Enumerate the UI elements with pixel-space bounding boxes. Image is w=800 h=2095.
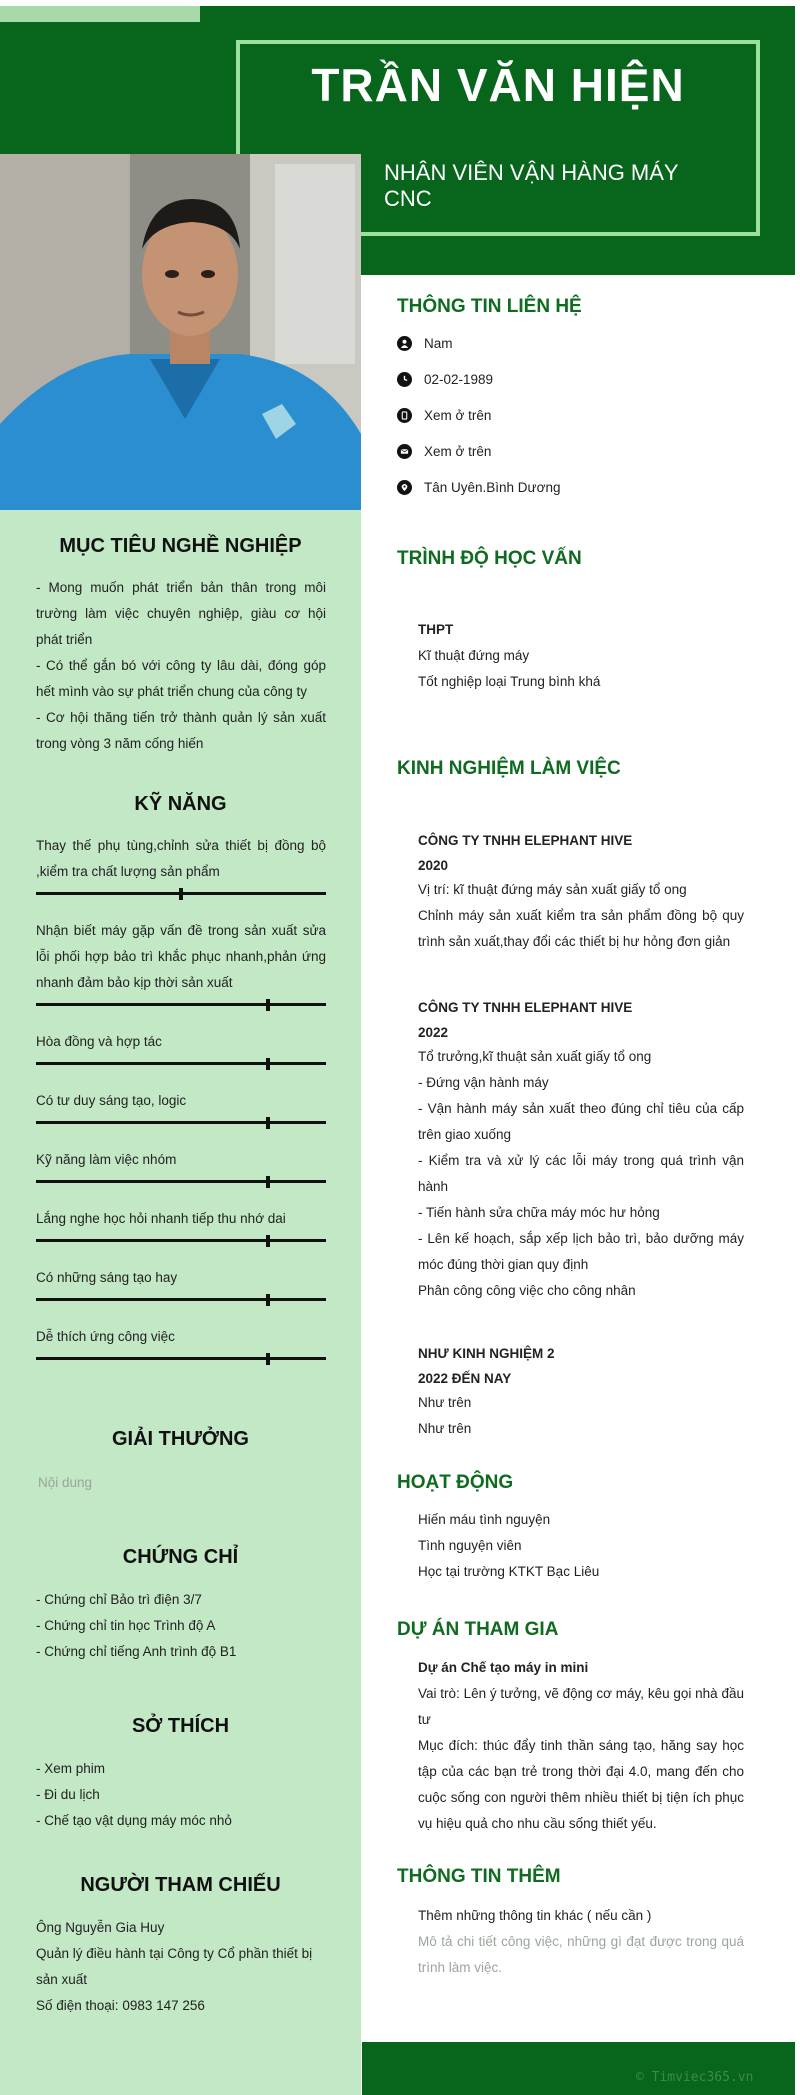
skill-bar xyxy=(36,1062,326,1065)
skill-level-marker xyxy=(266,1117,270,1129)
skills-title: KỸ NĂNG xyxy=(134,793,227,815)
location-icon xyxy=(397,480,412,495)
skill-label: Kỹ năng làm việc nhóm xyxy=(36,1152,177,1167)
skill-bar xyxy=(36,1239,326,1242)
skill-label: Thay thế phụ tùng,chỉnh sửa thiết bị đồng bộ ,kiểm tra chất lượng sản phẩm xyxy=(36,838,326,879)
contact-value: Nam xyxy=(424,335,453,351)
job-company: NHƯ KINH NGHIỆM 2 xyxy=(418,1346,555,1361)
awards-title: GIẢI THƯỞNG xyxy=(112,1428,249,1450)
job-period: 2022 xyxy=(418,1025,449,1040)
education-major: Kĩ thuật đứng máy xyxy=(418,648,530,663)
skill-level-marker xyxy=(266,1235,270,1247)
references-title: NGƯỜI THAM CHIẾU xyxy=(80,1874,281,1896)
skill-bar xyxy=(36,1003,326,1006)
experience-title: KINH NGHIỆM LÀM VIỆC xyxy=(397,758,621,779)
contact-value: 02-02-1989 xyxy=(424,371,494,387)
contact-phone xyxy=(397,403,491,427)
more-info-title: THÔNG TIN THÊM xyxy=(397,1866,561,1887)
skill-level-marker xyxy=(266,1058,270,1070)
hobbies-text: - Xem phim - Đi du lịch - Chế tạo vật dụng máy móc nhỏ xyxy=(36,1761,232,1828)
contact-email xyxy=(397,439,491,463)
activities-title: HOẠT ĐỘNG xyxy=(397,1472,514,1493)
more-info-placeholder: Mô tả chi tiết công việc, những gì đạt được trong quá trình làm việc. xyxy=(418,1934,744,1975)
education-title: TRÌNH ĐỘ HỌC VẤN xyxy=(397,548,582,569)
skill-bar xyxy=(36,1357,326,1360)
skill-bar xyxy=(36,1180,326,1183)
skill-level-marker xyxy=(266,1294,270,1306)
person-icon xyxy=(397,336,412,351)
skill-label: Có những sáng tạo hay xyxy=(36,1270,178,1285)
job-company: CÔNG TY TNHH ELEPHANT HIVE xyxy=(418,833,633,848)
contact-value: Xem ở trên xyxy=(424,407,492,423)
skill-level-marker xyxy=(266,1176,270,1188)
skill-label: Hòa đồng và hợp tác xyxy=(36,1034,162,1049)
contact-value: Xem ở trên xyxy=(424,443,492,459)
footer-bar xyxy=(362,2042,795,2095)
contact-title: THÔNG TIN LIÊN HỆ xyxy=(397,296,582,317)
contact-gender xyxy=(397,331,453,355)
skill-level-marker xyxy=(266,1353,270,1365)
education-school: THPT xyxy=(418,622,454,637)
skill-bar xyxy=(36,1298,326,1301)
header-accent xyxy=(0,6,200,22)
awards-placeholder: Nội dung xyxy=(38,1475,93,1490)
job-period: 2020 xyxy=(418,858,449,873)
skill-bar xyxy=(36,1121,326,1124)
activities-text: Hiến máu tình nguyện Tình nguyện viên Học tại trường KTKT Bạc Liêu xyxy=(418,1512,600,1579)
job-description: Tổ trưởng,kĩ thuật sản xuất giấy tổ ong - Đứng vận hành máy - Vận hành máy sản xuất theo đúng chỉ tiêu của cấp trên giao xuống - Kiểm tra và xử lý các lỗi máy trong quá trình vận hành - Tiến hành sửa chữa máy móc hư hỏng - Lên kế hoạch, sắp xếp lịch bảo trì, bảo dưỡng máy móc đúng thời gian quy định Phân công công việc cho công nhân xyxy=(418,1049,744,1298)
education-result: Tốt nghiệp loại Trung bình khá xyxy=(418,674,601,689)
projects-title: DỰ ÁN THAM GIA xyxy=(397,1619,559,1640)
references-text: Ông Nguyễn Gia Huy Quản lý điều hành tại Công ty Cổ phần thiết bị sản xuất Số điện thoại: 0983 147 256 xyxy=(36,1920,313,2013)
phone-icon xyxy=(397,408,412,423)
skill-label: Nhận biết máy gặp vấn đề trong sản xuất sửa lỗi phối hợp bảo trì khắc phục nhanh,phản ứng nhanh đảm bảo kịp thời sản xuất xyxy=(36,923,326,990)
hobbies-title: SỞ THÍCH xyxy=(131,1715,230,1737)
certificates-title: CHỨNG CHỈ xyxy=(122,1546,239,1568)
skill-level-marker xyxy=(179,888,183,900)
email-icon xyxy=(397,444,412,459)
contact-address xyxy=(397,475,560,499)
skill-level-marker xyxy=(266,999,270,1011)
job-description: Vị trí: kĩ thuật đứng máy sản xuất giấy tổ ong Chỉnh máy sản xuất kiểm tra sản phẩm đồng bộ quy trình sản xuất,thay đổi các thiết bị hư hỏng đơn giản xyxy=(418,882,744,949)
skill-label: Dễ thích ứng công việc xyxy=(36,1329,175,1344)
job-company: CÔNG TY TNHH ELEPHANT HIVE xyxy=(418,1000,633,1015)
skill-label: Lắng nghe học hỏi nhanh tiếp thu nhớ dai xyxy=(36,1211,286,1226)
contact-value: Tân Uyên.Bình Dương xyxy=(424,479,561,495)
candidate-name: TRẦN VĂN HIỆN xyxy=(311,59,685,111)
job-period: 2022 ĐẾN NAY xyxy=(418,1371,512,1386)
certificates-text: - Chứng chỉ Bảo trì điện 3/7 - Chứng chỉ tin học Trình độ A - Chứng chỉ tiếng Anh trình độ B1 xyxy=(36,1592,237,1659)
project-description: Vai trò: Lên ý tưởng, vẽ động cơ máy, kêu gọi nhà đầu tư Mục đích: thúc đẩy tinh thần sáng tạo, hăng say học tập của các bạn trẻ trong thời đại 4.0, mang đến cho cuộc sống con người thêm nhiều thiết bị tiện ích phục vụ hiệu quả cho nhu cầu sống thiết yếu. xyxy=(418,1686,744,1831)
clock-icon xyxy=(397,372,412,387)
skill-bar xyxy=(36,892,326,895)
profile-photo xyxy=(0,154,361,510)
watermark: © Timviec365.vn xyxy=(636,2070,754,2085)
skill-label: Có tư duy sáng tạo, logic xyxy=(36,1093,187,1108)
job-description: Như trên Như trên xyxy=(418,1395,472,1436)
objective-title: MỤC TIÊU NGHỀ NGHIỆP xyxy=(59,535,302,557)
project-name: Dự án Chế tạo máy in mini xyxy=(418,1660,589,1675)
more-info-text: Thêm những thông tin khác ( nếu cần ) xyxy=(418,1908,652,1923)
job-title: NHÂN VIÊN VẬN HÀNG MÁY CNC xyxy=(384,160,679,211)
objective-text: - Mong muốn phát triển bản thân trong môi trường làm việc chuyên nghiệp, giàu cơ hội phát triển - Có thể gắn bó với công ty lâu dài, đóng góp hết mình vào sự phát triển chung của công ty - Cơ hội thăng tiến trở thành quản lý sản xuất trong vòng 3 năm cống hiến xyxy=(36,580,326,751)
contact-birthday xyxy=(397,367,493,391)
